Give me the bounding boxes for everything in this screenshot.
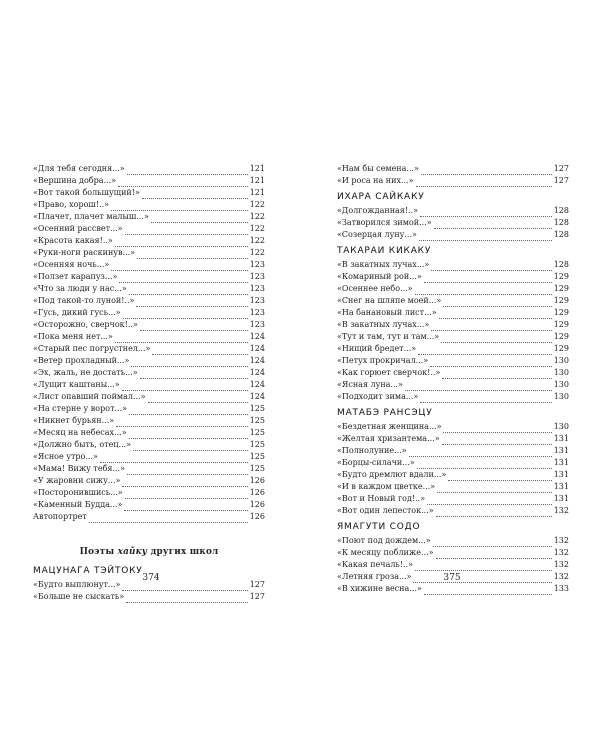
toc-entry-title: «Полнолуние...»	[337, 446, 407, 455]
toc-entry-page: 132	[553, 536, 569, 545]
toc-entry	[337, 505, 569, 517]
toc-entry	[337, 379, 569, 391]
dot-leader	[140, 370, 248, 379]
toc-entry-page: 132	[553, 560, 569, 569]
dot-leader	[417, 460, 552, 469]
toc-entry-page: 123	[249, 320, 265, 329]
toc-entry	[337, 283, 569, 295]
toc-entry-page: 129	[553, 332, 569, 341]
toc-entry-title: «Гусь, дикий гусь...»	[33, 308, 121, 317]
dot-leader	[129, 430, 248, 439]
group-toc-list	[337, 205, 569, 241]
toc-entry-title: «Желтая хризантема...»	[337, 434, 440, 443]
toc-entry	[33, 319, 265, 331]
toc-entry	[33, 223, 265, 235]
dot-leader	[419, 232, 552, 241]
toc-entry	[337, 421, 569, 433]
toc-entry	[337, 163, 569, 175]
toc-entry-title: «Осенний рассвет...»	[33, 224, 123, 233]
left-toc-list	[33, 163, 265, 523]
toc-entry	[33, 271, 265, 283]
toc-entry-title: «Посторонившись...»	[33, 488, 123, 497]
toc-entry	[33, 355, 265, 367]
dot-leader	[142, 190, 248, 199]
dot-leader	[122, 478, 247, 487]
toc-entry	[337, 547, 569, 559]
toc-entry	[33, 427, 265, 439]
toc-entry-page: 128	[553, 260, 569, 269]
toc-entry-title: «Вершина добра...»	[33, 176, 117, 185]
toc-entry	[33, 415, 265, 427]
toc-entry-title: «Ветер прохладный...»	[33, 356, 130, 365]
dot-leader	[427, 496, 552, 505]
toc-entry-page: 127	[249, 592, 265, 601]
toc-entry	[33, 343, 265, 355]
dot-leader	[424, 274, 552, 283]
toc-entry-title: «Руки-ноги раскинув...»	[33, 248, 136, 257]
section-title-part2: других школ	[150, 547, 219, 557]
toc-entry	[33, 499, 265, 511]
toc-entry	[337, 493, 569, 505]
toc-entry-title: «Петух прокричал...»	[337, 356, 429, 365]
toc-entry-title: «Какая печаль!..»	[337, 560, 413, 569]
dot-leader	[418, 346, 552, 355]
dot-leader	[118, 178, 248, 187]
toc-entry-title: «Подходит зима...»	[337, 392, 419, 401]
toc-entry-page: 132	[553, 548, 569, 557]
dot-leader	[137, 250, 248, 259]
toc-entry	[33, 367, 265, 379]
dot-leader	[127, 466, 248, 475]
toc-entry-page: 130	[553, 356, 569, 365]
toc-entry-title: «Нам бы семена...»	[337, 164, 419, 173]
group-toc-list	[337, 421, 569, 517]
toc-entry	[33, 379, 265, 391]
toc-entry-page: 130	[553, 422, 569, 431]
dot-leader	[129, 406, 248, 415]
toc-entry-page: 121	[249, 176, 265, 185]
toc-entry-title: «Нищий бредет...»	[337, 344, 417, 353]
toc-entry	[33, 391, 265, 403]
dot-leader	[405, 382, 552, 391]
toc-entry-page: 122	[249, 224, 265, 233]
dot-leader	[100, 454, 248, 463]
toc-entry-page: 131	[553, 446, 569, 455]
toc-entry-title: «Ясная луна...»	[337, 380, 403, 389]
toc-entry	[33, 331, 265, 343]
toc-entry-page: 129	[553, 296, 569, 305]
toc-entry-page: 130	[553, 392, 569, 401]
toc-entry	[33, 403, 265, 415]
dot-leader	[125, 226, 248, 235]
dot-leader	[431, 262, 551, 271]
toc-entry-page: 129	[553, 272, 569, 281]
toc-entry-title: «Осторожно, сверчок!..»	[33, 320, 138, 329]
dot-leader	[436, 508, 552, 517]
toc-entry-title: «Борцы-силачи...»	[337, 458, 415, 467]
dot-leader	[115, 334, 248, 343]
toc-entry-page: 130	[553, 380, 569, 389]
toc-entry	[337, 295, 569, 307]
dot-leader	[111, 202, 248, 211]
toc-entry-page: 125	[249, 440, 265, 449]
dot-leader	[127, 166, 248, 175]
page-number-right: 375	[443, 573, 461, 583]
toc-entry	[337, 343, 569, 355]
dot-leader	[152, 346, 247, 355]
toc-entry-page: 122	[249, 248, 265, 257]
toc-entry	[33, 211, 265, 223]
dot-leader	[409, 448, 552, 457]
dot-leader	[124, 502, 247, 511]
toc-entry-page: 124	[249, 392, 265, 401]
dot-leader	[140, 322, 248, 331]
toc-entry-page: 124	[249, 344, 265, 353]
toc-entry	[337, 331, 569, 343]
dot-leader	[119, 274, 247, 283]
toc-entry	[33, 475, 265, 487]
toc-entry-page: 125	[249, 428, 265, 437]
toc-entry-page: 130	[553, 368, 569, 377]
toc-entry-title: «Ползет карапуз...»	[33, 272, 118, 281]
toc-entry	[33, 163, 265, 175]
toc-entry	[337, 457, 569, 469]
toc-entry-page: 122	[249, 200, 265, 209]
group-heading: ТАКАРАИ КИКАКУ	[337, 246, 432, 256]
toc-entry-title: «Должно быть, отец...»	[33, 440, 132, 449]
toc-entry-page: 132	[553, 572, 569, 581]
toc-entry	[337, 319, 569, 331]
toc-entry	[33, 259, 265, 271]
dot-leader	[436, 550, 552, 559]
toc-entry-page: 131	[553, 494, 569, 503]
toc-entry-title: «Будто дремлют вдали...»	[337, 470, 447, 479]
toc-entry	[337, 259, 569, 271]
toc-entry-title: «Тут и там, тут и там...»	[337, 332, 440, 341]
toc-entry	[337, 481, 569, 493]
page-number-left: 374	[142, 573, 160, 583]
toc-entry-title: «Никнет бурьян...»	[33, 416, 115, 425]
section-title-part1: Поэты	[79, 547, 115, 557]
toc-entry-title: «Как горюет сверчок!..»	[337, 368, 441, 377]
toc-entry-page: 127	[553, 176, 569, 185]
toc-entry	[337, 535, 569, 547]
toc-entry-title: «Осенняя ночь...»	[33, 260, 110, 269]
toc-entry-page: 129	[553, 284, 569, 293]
toc-entry-title: «Пока меня нет...»	[33, 332, 113, 341]
dot-leader	[151, 214, 248, 223]
dot-leader	[437, 484, 552, 493]
toc-entry	[337, 307, 569, 319]
toc-entry-page: 123	[249, 308, 265, 317]
toc-entry-title: «Право, хорош!..»	[33, 200, 110, 209]
toc-entry-page: 125	[249, 452, 265, 461]
toc-entry	[337, 355, 569, 367]
dot-leader	[442, 436, 552, 445]
toc-entry	[33, 283, 265, 295]
toc-entry-page: 131	[553, 434, 569, 443]
toc-entry-title: «Комариный рой...»	[337, 272, 422, 281]
toc-entry-title: Автопортрет	[33, 512, 87, 521]
dot-leader	[115, 238, 248, 247]
toc-entry	[33, 199, 265, 211]
toc-entry-title: «И роса на них...»	[337, 176, 414, 185]
toc-entry-page: 131	[553, 482, 569, 491]
toc-entry	[337, 367, 569, 379]
toc-entry-title: «На банановый лист...»	[337, 308, 437, 317]
toc-entry-page: 128	[553, 230, 569, 239]
toc-entry	[33, 187, 265, 199]
dot-leader	[122, 582, 247, 591]
dot-leader	[443, 424, 551, 433]
toc-entry-title: «Осеннее небо...»	[337, 284, 413, 293]
dot-leader	[441, 334, 552, 343]
toc-entry	[337, 271, 569, 283]
dot-leader	[89, 514, 248, 523]
toc-entry-page: 123	[249, 272, 265, 281]
toc-entry-page: 127	[553, 164, 569, 173]
toc-entry-title: «В закатных лучах...»	[337, 260, 430, 269]
toc-entry-page: 131	[553, 458, 569, 467]
toc-entry-title: «Ясное утро...»	[33, 452, 98, 461]
toc-entry	[33, 591, 265, 603]
dot-leader	[111, 262, 247, 271]
dot-leader	[420, 394, 551, 403]
toc-entry-page: 121	[249, 188, 265, 197]
toc-entry	[337, 175, 569, 187]
group-heading-teitoku: МАЦУНАГА ТЭЙТОКУ	[33, 566, 143, 576]
toc-entry-title: «Вот один лепесток...»	[337, 506, 434, 515]
toc-entry	[337, 559, 569, 571]
toc-entry-title: «Плачет, плачет малыш...»	[33, 212, 149, 221]
toc-entry-page: 127	[249, 580, 265, 589]
toc-entry-page: 124	[249, 380, 265, 389]
toc-entry-page: 128	[553, 218, 569, 227]
dot-leader	[421, 166, 552, 175]
toc-entry-title: «На стерне у ворот...»	[33, 404, 128, 413]
toc-entry-title: «Красота какая!..»	[33, 236, 113, 245]
dot-leader	[420, 208, 552, 217]
toc-entry	[33, 463, 265, 475]
toc-entry-title: «Будто выплюнут...»	[33, 580, 121, 589]
left-page	[33, 163, 265, 603]
group-heading: ЯМАГУТИ СОДО	[337, 522, 421, 532]
dot-leader	[123, 310, 248, 319]
toc-entry-title: «Для тебя сегодня...»	[33, 164, 125, 173]
toc-entry-page: 129	[553, 320, 569, 329]
right-top-toc-list	[337, 163, 569, 187]
toc-entry-page: 122	[249, 212, 265, 221]
toc-entry-page: 124	[249, 356, 265, 365]
toc-entry-page: 132	[553, 506, 569, 515]
toc-entry-page: 133	[553, 584, 569, 593]
toc-entry	[33, 451, 265, 463]
toc-entry	[337, 217, 569, 229]
toc-entry-title: «Летняя гроза...»	[337, 572, 412, 581]
group-heading: МАТАБЭ РАНСЭЦУ	[337, 408, 433, 418]
toc-entry-title: «Старый пес погрустнел...»	[33, 344, 151, 353]
toc-entry-title: «В хижине весна...»	[337, 584, 422, 593]
dot-leader	[131, 358, 247, 367]
toc-entry	[33, 295, 265, 307]
toc-entry-title: «Мама! Вижу тебя...»	[33, 464, 125, 473]
group-toc-list	[337, 259, 569, 403]
toc-entry-page: 121	[249, 164, 265, 173]
toc-entry	[33, 175, 265, 187]
dot-leader	[125, 490, 248, 499]
toc-entry-title: «Поют под дождем...»	[337, 536, 431, 545]
toc-entry	[33, 307, 265, 319]
toc-entry-page: 123	[249, 284, 265, 293]
toc-entry-page: 124	[249, 368, 265, 377]
dot-leader	[433, 538, 552, 547]
toc-entry-title: «И в каждом цветке...»	[337, 482, 436, 491]
dot-leader	[133, 442, 248, 451]
dot-leader	[129, 286, 248, 295]
dot-leader	[424, 586, 552, 595]
toc-entry-title: «У жаровни сижу...»	[33, 476, 121, 485]
dot-leader	[430, 358, 552, 367]
toc-entry-page: 129	[553, 308, 569, 317]
toc-entry-title: «Снег на шляпе моей...»	[337, 296, 442, 305]
dot-leader	[439, 310, 552, 319]
right-groups	[337, 187, 569, 595]
toc-entry-title: «Лущит каштаны...»	[33, 380, 120, 389]
dot-leader	[448, 472, 551, 481]
toc-entry	[33, 511, 265, 523]
toc-entry-title: «Каменный Будда...»	[33, 500, 123, 509]
toc-entry-page: 123	[249, 296, 265, 305]
right-page	[337, 163, 569, 595]
dot-leader	[443, 298, 551, 307]
toc-entry	[33, 439, 265, 451]
toc-entry	[337, 469, 569, 481]
toc-entry	[337, 433, 569, 445]
dot-leader	[116, 418, 248, 427]
group-toc-list	[337, 535, 569, 595]
toc-entry-title: «Лист опавший поймал...»	[33, 392, 146, 401]
toc-entry-page: 126	[249, 476, 265, 485]
toc-entry-title: «Месяц на небесах...»	[33, 428, 127, 437]
dot-leader	[442, 370, 551, 379]
toc-entry-title: «Под такой-то луной!..»	[33, 296, 135, 305]
toc-entry-page: 131	[553, 470, 569, 479]
toc-entry-title: «В закатных лучах...»	[337, 320, 430, 329]
toc-entry-title: «Что за люди у нас...»	[33, 284, 127, 293]
toc-entry-title: «Больше не сыскать»	[33, 592, 125, 601]
dot-leader	[126, 594, 248, 603]
dot-leader	[415, 562, 552, 571]
toc-entry	[337, 229, 569, 241]
dot-leader	[122, 382, 248, 391]
toc-entry-title: «Долгожданная!..»	[337, 206, 419, 215]
section-title-emphasis: хайку	[117, 547, 148, 557]
toc-entry-page: 129	[553, 344, 569, 353]
toc-entry	[33, 487, 265, 499]
dot-leader	[148, 394, 248, 403]
toc-entry	[33, 235, 265, 247]
toc-entry-title: «Бездетная женщина...»	[337, 422, 442, 431]
toc-entry-page: 125	[249, 464, 265, 473]
dot-leader	[416, 178, 552, 187]
dot-leader	[415, 286, 552, 295]
toc-entry-page: 122	[249, 236, 265, 245]
toc-entry-page: 128	[553, 206, 569, 215]
toc-entry-title: «Созерцая луну...»	[337, 230, 417, 239]
toc-entry-page: 126	[249, 488, 265, 497]
dot-leader	[136, 298, 247, 307]
toc-entry-page: 124	[249, 332, 265, 341]
toc-entry-title: «Вот и Новый год!..»	[337, 494, 426, 503]
toc-entry-page: 126	[249, 500, 265, 509]
toc-entry-page: 125	[249, 416, 265, 425]
group-heading: ИХАРА САЙКАКУ	[337, 192, 425, 202]
toc-entry	[337, 391, 569, 403]
toc-entry	[337, 583, 569, 595]
toc-entry-page: 125	[249, 404, 265, 413]
dot-leader	[434, 220, 552, 229]
toc-entry-title: «Эх, жаль, не достать...»	[33, 368, 138, 377]
toc-entry-page: 126	[249, 512, 265, 521]
toc-entry	[337, 205, 569, 217]
dot-leader	[431, 322, 551, 331]
toc-entry-title: «Вот такой большущий!»	[33, 188, 140, 197]
toc-entry	[33, 247, 265, 259]
toc-entry-page: 123	[249, 260, 265, 269]
toc-entry	[337, 445, 569, 457]
toc-entry-title: «Затворился зимой...»	[337, 218, 432, 227]
section-title	[33, 545, 265, 559]
toc-entry-title: «К месяцу поближе...»	[337, 548, 434, 557]
